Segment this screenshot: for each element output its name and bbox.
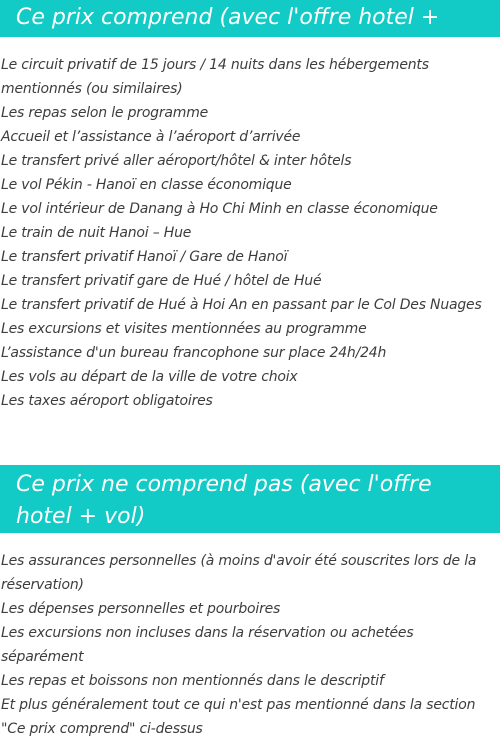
list-item: Les repas selon le programme	[1, 105, 209, 121]
list-item: Le train de nuit Hanoi – Hue	[1, 225, 192, 241]
list-item: Le vol Pékin - Hanoï en classe économique	[1, 177, 292, 193]
list-item: Le vol intérieur de Danang à Ho Chi Minh en classe économique	[1, 201, 438, 217]
list-item: Le transfert privé aller aéroport/hôtel & inter hôtels	[1, 153, 352, 169]
list-item: Les dépenses personnelles et pourboires	[1, 601, 281, 617]
list-item: L’assistance d'un bureau francophone sur place 24h/24h	[1, 345, 387, 361]
included-section-title: Ce prix comprend (avec l'offre hotel + vol)	[0, 0, 500, 37]
excluded-list	[0, 549, 500, 741]
list-item: Le transfert privatif de Hué à Hoi An en passant par le Col Des Nuages	[1, 297, 482, 313]
list-item: Les taxes aéroport obligatoires	[1, 393, 213, 409]
list-item: Les excursions et visites mentionnées au programme	[1, 321, 367, 337]
list-item: Le transfert privatif Hanoï / Gare de Hanoï	[1, 249, 288, 265]
list-item: Les assurances personnelles (à moins d'avoir été souscrites lors de la réservation)	[1, 553, 477, 593]
list-item: Accueil et l’assistance à l’aéroport d’arrivée	[1, 129, 301, 145]
excluded-section-title: Ce prix ne comprend pas (avec l'offre hotel + vol)	[0, 465, 500, 533]
excluded-section	[0, 465, 500, 741]
list-item: Et plus généralement tout ce qui n'est pas mentionné dans la section "Ce prix comprend" ci-dessus	[1, 697, 476, 737]
included-list	[0, 53, 500, 413]
list-item: Les repas et boissons non mentionnés dans le descriptif	[1, 673, 384, 689]
list-item: Le circuit privatif de 15 jours / 14 nuits dans les hébergements mentionnés (ou similaires)	[1, 57, 429, 97]
list-item: Les vols au départ de la ville de votre choix	[1, 369, 298, 385]
list-item: Les excursions non incluses dans la réservation ou achetées séparément	[1, 625, 414, 665]
list-item: Le transfert privatif gare de Hué / hôtel de Hué	[1, 273, 322, 289]
